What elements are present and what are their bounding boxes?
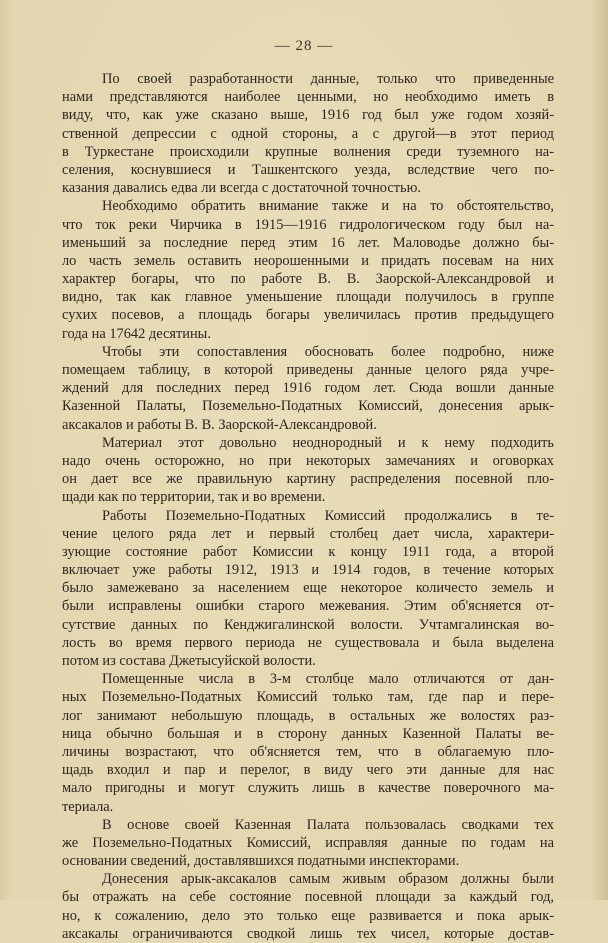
text-line: щади как по территории, так и во времени. bbox=[62, 489, 326, 506]
text-line: лость во время первого периода не существовала и была выделена bbox=[62, 634, 554, 651]
text-line: основании сведений, доставлявшихся податными инспекторами. bbox=[62, 853, 460, 870]
text-line: включает уже работы 1912, 1913 и 1914 годов, в течение которых bbox=[62, 562, 554, 579]
text-line: видно, так как главное уменьшение площади получилось в группе bbox=[62, 289, 554, 306]
text-line: териала. bbox=[62, 798, 114, 815]
text-line: бы отражать на себе состояние посевной площади за каждый год, bbox=[62, 889, 554, 906]
text-line: Материал этот довольно неоднородный и к нему подходить bbox=[102, 434, 554, 451]
text-line: аксакалов и работы В. В. Заорской-Александровой. bbox=[62, 416, 377, 433]
page-number: — 28 — bbox=[274, 38, 334, 54]
text-line: помещаем таблицу, в которой приведены данные целого ряда учре- bbox=[62, 362, 554, 378]
text-line: лог занимают небольшую площадь, в остальных же волостях раз- bbox=[62, 707, 554, 724]
text-line: мало пригодны и могут служить лишь в качестве поверочного ма- bbox=[62, 780, 554, 797]
text-line: он дает все же правильную картину распределения посевной пло- bbox=[62, 471, 554, 488]
paragraph bbox=[62, 507, 554, 671]
text-line: чение целого ряда лет и первый столбец дает числа, характери- bbox=[62, 525, 554, 542]
text-line: но, к сожалению, дело это только еще развивается и пока арык- bbox=[62, 907, 554, 924]
text-line: ло часть земель оставить неорошенными и придать посевам на них bbox=[62, 252, 554, 269]
text-line: ных Поземельно-Податных Комиссий только там, где пар и пере- bbox=[62, 689, 554, 706]
text-line: были исправлены ошибки старого межевания. Этим об'ясняется от- bbox=[62, 598, 554, 615]
text-line: личины возрастают, что об'ясняется тем, что в облагаемую пло- bbox=[62, 743, 554, 760]
text-line: в Туркестане происходили крупные волнения среди туземного на- bbox=[62, 143, 554, 160]
text-line: сутствие данных по Кенджигалинской волости. Учтамгалинская во- bbox=[62, 616, 554, 633]
paragraph bbox=[62, 70, 554, 197]
text-line: было замежевано за населением еще некоторое количесто земель и bbox=[62, 580, 554, 597]
text-line: Чтобы эти сопоставления обосновать более подробно, ниже bbox=[102, 343, 554, 360]
text-line: Необходимо обратить внимание также и на то обстоятельство, bbox=[102, 198, 554, 215]
text-line: виду, что, как уже сказано выше, 1916 год был уже годом хозяй- bbox=[62, 107, 554, 124]
text-line: ждений для последних перед 1916 годом лет. Сюда вошли данные bbox=[62, 380, 554, 397]
text-line: Помещенные числа в 3-м столбце мало отличаются от дан- bbox=[102, 671, 554, 688]
paragraph bbox=[62, 197, 554, 343]
body-text bbox=[62, 70, 554, 943]
text-line: В основе своей Казенная Палата пользовалась сводками тех bbox=[102, 816, 554, 833]
text-line: Работы Поземельно-Податных Комиссий продолжались в те- bbox=[102, 507, 554, 524]
text-line: потом из состава Джетысуйской волости. bbox=[62, 653, 316, 669]
text-line: аксакалы ограничиваются сводкой лишь тех чисел, которые достав- bbox=[62, 925, 554, 942]
paragraph bbox=[62, 343, 554, 434]
text-line: сухих посевов, а площадь богары увеличилась против предыдущего bbox=[62, 307, 554, 324]
paragraph bbox=[62, 670, 554, 816]
text-line: нами представляются наиболее ценными, но необходимо иметь в bbox=[62, 89, 554, 106]
text-line: Казенной Палаты, Поземельно-Податных Комиссий, донесения арык- bbox=[62, 398, 554, 415]
text-line: По своей разработанности данные, только что приведенные bbox=[102, 71, 554, 87]
text-line: надо очень осторожно, но при некоторых замечаниях и оговорках bbox=[62, 452, 554, 469]
text-line: именьший за последние перед этим 16 лет. Маловодье должно бы- bbox=[62, 234, 554, 251]
text-line: селения, коснувшиеся и Ташкентского уезда, вследствие чего по- bbox=[62, 161, 554, 178]
text-line: ственной депрессии с одной стороны, а с другой—в этот период bbox=[62, 125, 554, 142]
text-line: что ток реки Чирчика в 1915—1916 гидрологическом году был на- bbox=[62, 216, 554, 233]
text-line: зующие состояние работ Комиссии к концу 1911 года, а второй bbox=[62, 543, 554, 560]
text-line: же Поземельно-Податных Комиссий, исправляя данные по годам на bbox=[62, 834, 554, 851]
text-line: ница обычно большая и в сторону данных Казенной Палаты ве- bbox=[62, 725, 554, 742]
paragraph bbox=[62, 870, 554, 943]
text-line: Донесения арык-аксакалов самым живым образом должны были bbox=[102, 871, 554, 888]
text-line: казания давались едва ли всегда с достаточной точностью. bbox=[62, 180, 421, 197]
paragraph bbox=[62, 816, 554, 871]
text-line: характер богары, что по работе В. В. Заорской-Александровой и bbox=[62, 271, 554, 288]
paragraph bbox=[62, 434, 554, 507]
text-line: года на 17642 десятины. bbox=[62, 325, 211, 342]
text-line: щадь входил и пар и перелог, в виду чего эти данные для нас bbox=[62, 762, 554, 779]
